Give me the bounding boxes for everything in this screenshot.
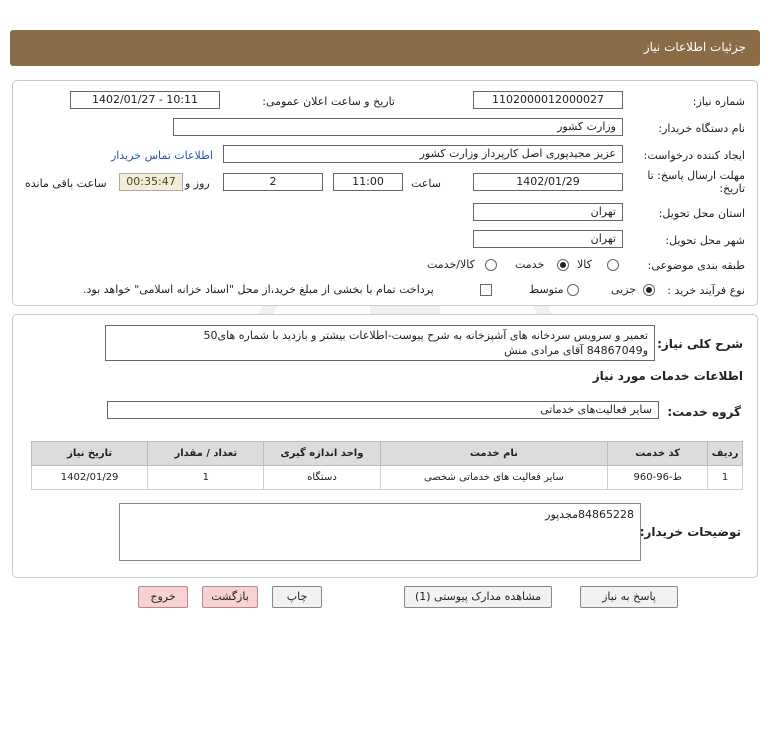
description-field[interactable]	[105, 325, 655, 361]
deadline-label-line1: مهلت ارسال پاسخ: تا	[647, 169, 745, 182]
buyer-org-field[interactable]: وزارت کشور	[173, 118, 623, 136]
page-title: جزئیات اطلاعات نیاز	[643, 40, 746, 54]
announce-datetime-field[interactable]: 1402/01/27 - 10:11	[70, 91, 220, 109]
category-radio-goods-service[interactable]	[485, 259, 497, 271]
table-header-row	[32, 442, 743, 466]
print-button[interactable]: چاپ	[272, 586, 322, 608]
treasury-payment-note: پرداخت تمام یا بخشی از مبلغ خرید،از محل "اسناد خزانه اسلامی" خواهد بود.	[83, 283, 434, 296]
province-field[interactable]: تهران	[473, 203, 623, 221]
buyer-contact-link[interactable]: اطلاعات تماس خریدار	[111, 149, 213, 162]
col-header-unit: واحد اندازه گیری	[264, 442, 380, 466]
purchase-radio-minor[interactable]	[643, 284, 655, 296]
days-remaining-field[interactable]: 2	[223, 173, 323, 191]
cell-unit: دستگاه	[264, 466, 380, 490]
province-label: استان محل تحویل:	[658, 207, 745, 220]
remaining-time-field: 00:35:47	[119, 173, 183, 191]
announce-datetime-label: تاریخ و ساعت اعلان عمومی:	[262, 95, 395, 108]
view-attachments-button[interactable]: مشاهده مدارک پیوستی (1)	[404, 586, 552, 608]
creator-field[interactable]: عزیز مجیدپوری اصل کارپرداز وزارت کشور	[223, 145, 623, 163]
cell-need-date: 1402/01/29	[32, 466, 148, 490]
table-row[interactable]	[32, 466, 743, 490]
col-header-row-number: ردیف	[708, 442, 743, 466]
cell-row-number: 1	[708, 466, 743, 490]
city-field[interactable]: تهران	[473, 230, 623, 248]
category-radio-goods[interactable]	[607, 259, 619, 271]
purchase-option-medium: متوسط	[529, 283, 564, 296]
category-option-service: خدمت	[515, 258, 545, 271]
deadline-date-field[interactable]: 1402/01/29	[473, 173, 623, 191]
buyer-notes-field[interactable]: 84865228مجدپور	[119, 503, 641, 561]
need-info-panel	[12, 80, 758, 306]
col-header-quantity: تعداد / مقدار	[148, 442, 264, 466]
col-header-need-date: تاریخ نیاز	[32, 442, 148, 466]
services-table	[31, 441, 743, 490]
page-header	[10, 30, 760, 66]
deadline-time-label: ساعت	[411, 177, 441, 190]
creator-label: ایجاد کننده درخواست:	[643, 149, 745, 162]
need-number-label: شماره نیاز:	[692, 95, 745, 108]
category-radio-service[interactable]	[557, 259, 569, 271]
reply-to-need-button[interactable]: پاسخ به نیاز	[580, 586, 678, 608]
back-button[interactable]: بازگشت	[202, 586, 258, 608]
treasury-payment-checkbox[interactable]	[480, 284, 492, 296]
city-label: شهر محل تحویل:	[665, 234, 745, 247]
deadline-label-line2: تاریخ:	[719, 182, 745, 195]
buyer-org-label: نام دستگاه خریدار:	[658, 122, 745, 135]
remaining-time-label: ساعت باقی مانده	[25, 177, 107, 190]
description-line-1: تعمیر و سرویس سردخانه های آشپزخانه به شرح پیوست-اطلاعات بیشتر و بازدید با شماره های50	[203, 329, 648, 342]
category-label: طبقه بندی موضوعی:	[647, 259, 745, 272]
description-label: شرح کلی نیاز:	[657, 337, 743, 351]
days-label: روز و	[185, 177, 210, 190]
purchase-type-label: نوع فرآیند خرید :	[667, 284, 745, 297]
purchase-option-minor: جزیی	[611, 283, 637, 296]
service-group-label: گروه خدمت:	[667, 405, 741, 419]
cell-service-code: ط-96-960	[608, 466, 708, 490]
col-header-service-code: کد خدمت	[608, 442, 708, 466]
exit-button[interactable]: خروج	[138, 586, 188, 608]
cell-service-name: سایر فعالیت های خدماتی شخصی	[380, 466, 608, 490]
services-section-title: اطلاعات خدمات مورد نیاز	[592, 369, 743, 383]
category-option-goods-service: کالا/خدمت	[427, 258, 475, 271]
need-details-panel	[12, 314, 758, 578]
description-line-2: و84867049 آقای مرادی منش	[504, 344, 648, 357]
deadline-time-field[interactable]: 11:00	[333, 173, 403, 191]
col-header-service-name: نام خدمت	[380, 442, 608, 466]
buyer-notes-label: توضیحات خریدار:	[639, 525, 741, 539]
category-option-goods: کالا	[577, 258, 592, 271]
purchase-radio-medium[interactable]	[567, 284, 579, 296]
cell-quantity: 1	[148, 466, 264, 490]
need-number-field[interactable]: 1102000012000027	[473, 91, 623, 109]
service-group-field[interactable]: سایر فعالیت‌های خدماتی	[107, 401, 659, 419]
